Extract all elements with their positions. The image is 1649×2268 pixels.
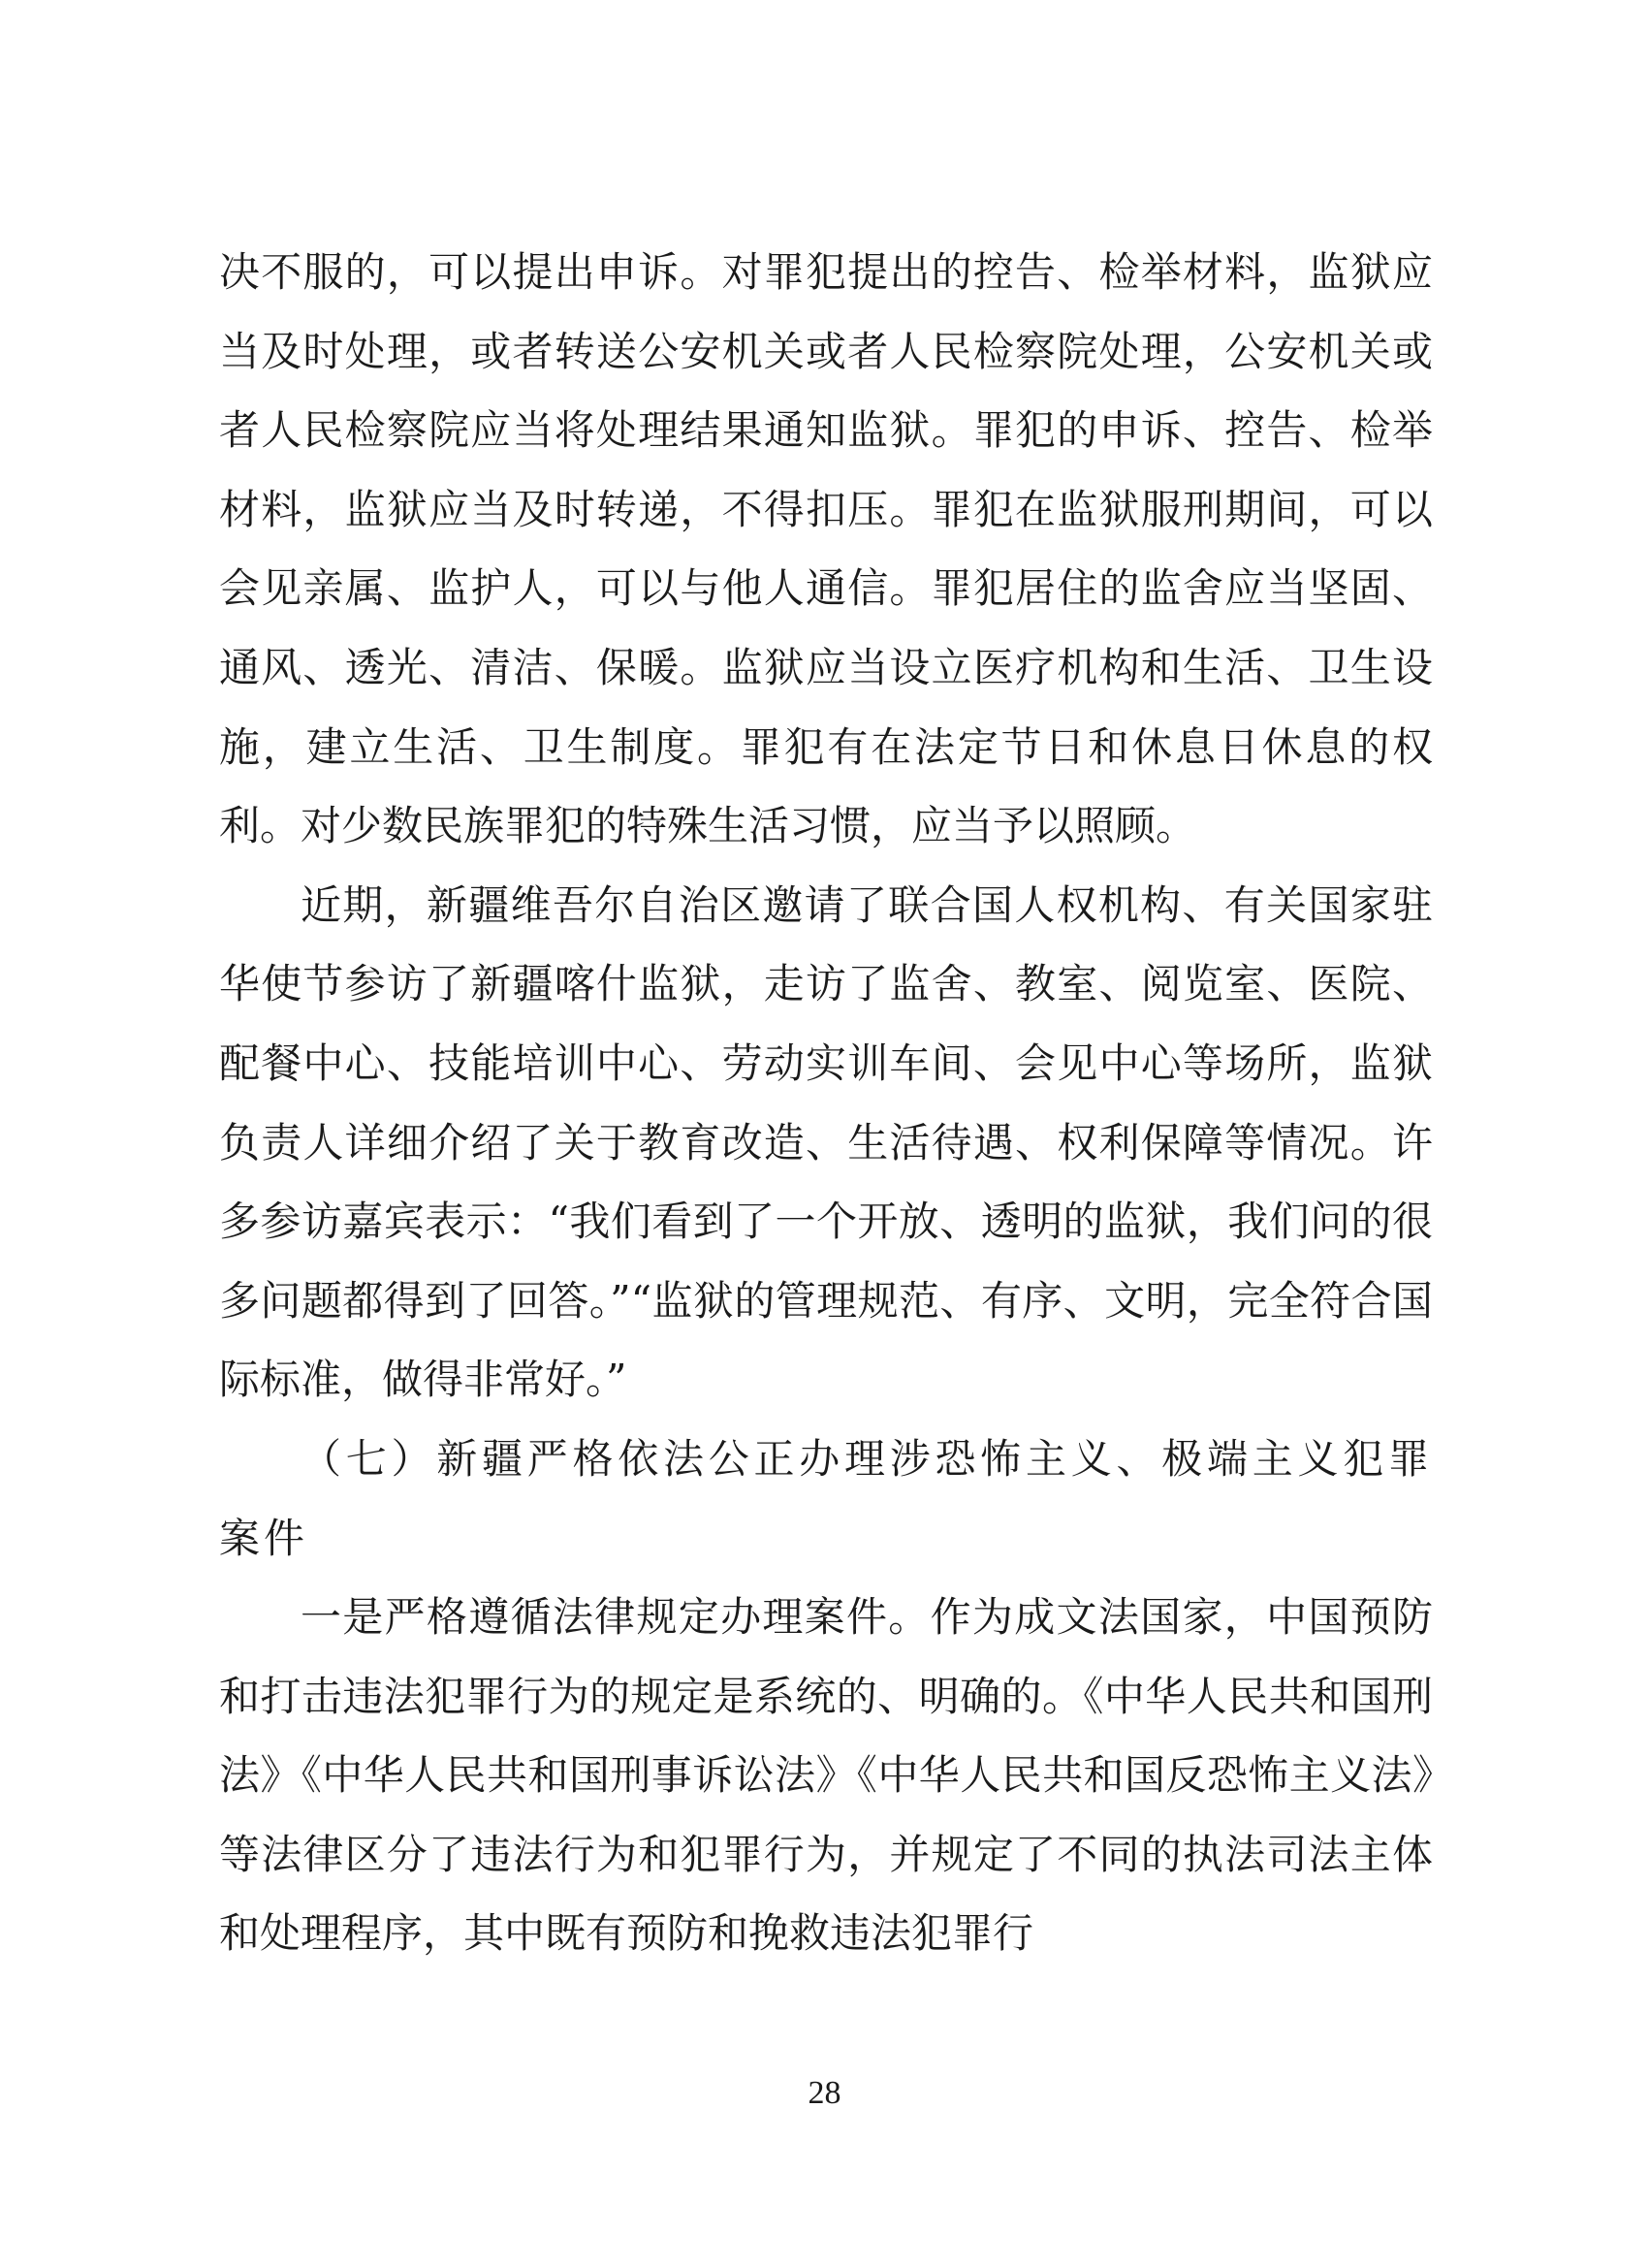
paragraph-continuation: 决不服的，可以提出申诉。对罪犯提出的控告、检举材料，监狱应当及时处理，或者转送公安机关或者人民检察院处理，公安机关或者人民检察院应当将处理结果通知监狱。罪犯的申诉、控告、检举材料，监狱应当及时转递，不得扣压。罪犯在监狱服刑期间，可以会见亲属、监护人，可以与他人通信。罪犯居住的监舍应当坚固、通风、透光、清洁、保暖。监狱应当设立医疗机构和生活、卫生设施，建立生活、卫生制度。罪犯有在法定节日和休息日休息的权利。对少数民族罪犯的特殊生活习惯，应当予以照顾。 bbox=[219, 248, 1433, 850]
paragraph-legal-basis: 一是严格遵循法律规定办理案件。作为成文法国家，中国预防和打击违法犯罪行为的规定是系统的、明确的。《中华人民共和国刑法》《中华人民共和国刑事诉讼法》《中华人民共和国反恐怖主义法》等法律区分了违法行为和犯罪行为，并规定了不同的执法司法主体和处理程序，其中既有预防和挽救违法犯罪行 bbox=[219, 1593, 1433, 1958]
page-number: 28 bbox=[808, 2075, 841, 2111]
paragraph-prison-visit: 近期，新疆维吾尔自治区邀请了联合国人权机构、有关国家驻华使节参访了新疆喀什监狱，走访了监舍、教室、阅览室、医院、配餐中心、技能培训中心、劳动实训车间、会见中心等场所，监狱负责人详细介绍了关于教育改造、生活待遇、权利保障等情况。许多参访嘉宾表示：“我们看到了一个开放、透明的监狱，我们问的很多问题都得到了回答。”“监狱的管理规范、有序、文明，完全符合国际标准，做得非常好。” bbox=[219, 880, 1433, 1404]
body-text bbox=[219, 233, 1433, 1973]
section-heading: （七）新疆严格依法公正办理涉恐怖主义、极端主义犯罪案件 bbox=[219, 1434, 1433, 1562]
